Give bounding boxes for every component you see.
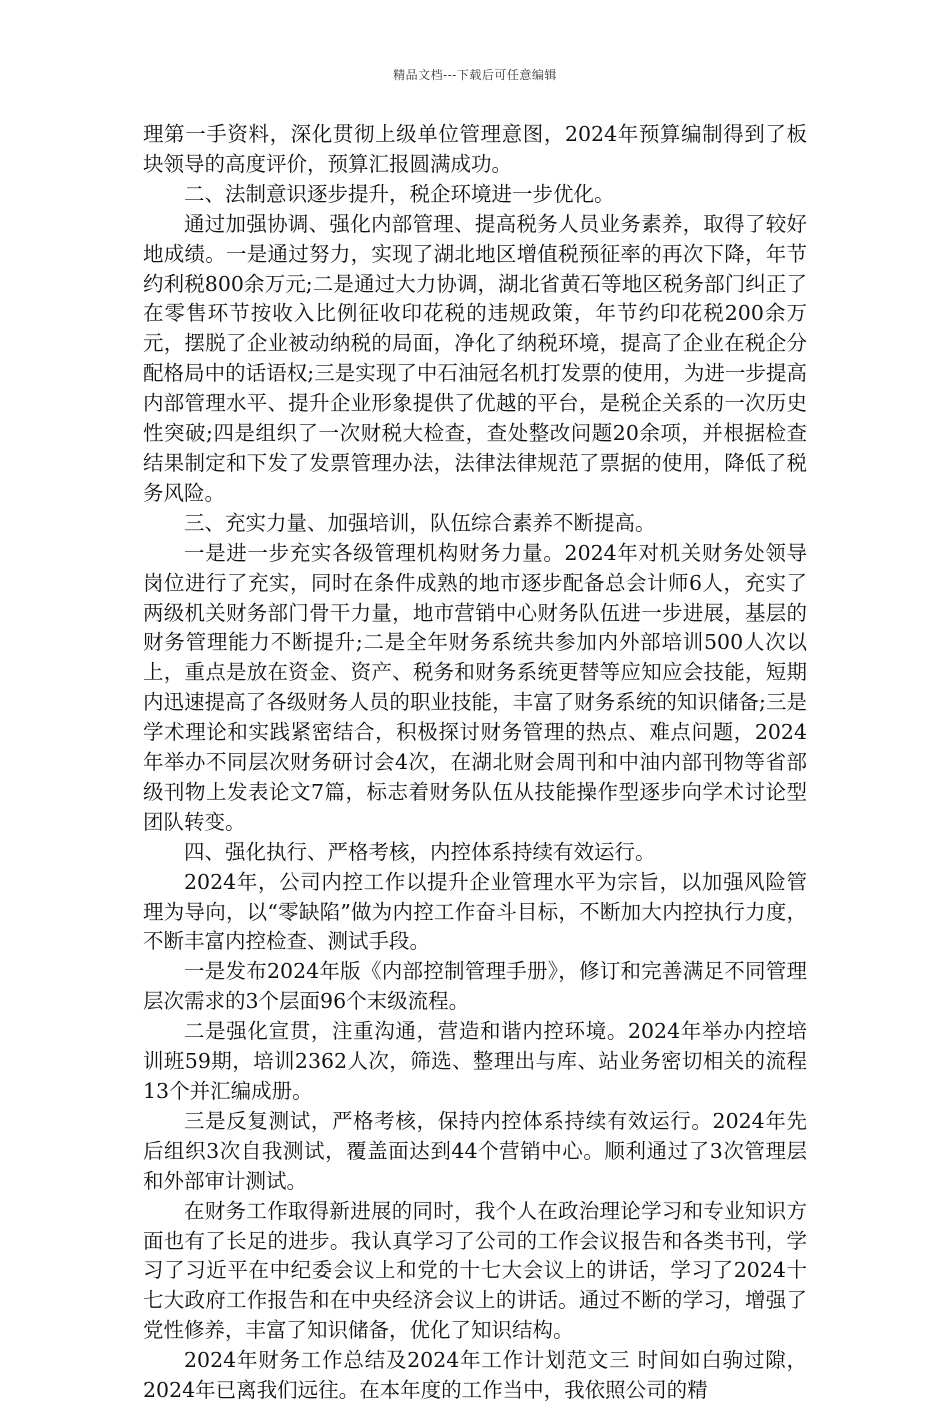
section-heading-4: 四、强化执行、严格考核，内控体系持续有效运行。 — [184, 839, 656, 864]
paragraph: 2024年，公司内控工作以提升企业管理水平为宗旨，以加强风险管理为导向，以“零缺陷”做为内控工作奋斗目标，不断加大内控执行力度，不断丰富内控检查、测试手段。 — [143, 869, 807, 954]
section-heading-2: 二、法制意识逐步提升，税企环境进一步优化。 — [184, 181, 615, 206]
paragraph: 在财务工作取得新进展的同时，我个人在政治理论学习和专业知识方面也有了长足的进步。我认真学习了公司的工作会议报告和各类书刊，学习了习近平在中纪委会议上和党的十七大会议上的讲话，学习了2024十七大政府工作报告和在中央经济会议上的讲话。通过不断的学习，增强了党性修养，丰富了知识储备，优化了知识结构。 — [143, 1198, 807, 1343]
paragraph: 2024年财务工作总结及2024年工作计划范文三 时间如白驹过隙，2024年已离我们远往。在本年度的工作当中，我依照公司的精 — [143, 1348, 807, 1403]
document-body — [143, 120, 807, 1406]
page-header: 精品文档---下载后可任意编辑 — [393, 68, 557, 82]
paragraph: 通过加强协调、强化内部管理、提高税务人员业务素养，取得了较好地成绩。一是通过努力，实现了湖北地区增值税预征率的再次下降，年节约利税800余万元;二是通过大力协调，湖北省黄石等地区税务部门纠正了在零售环节按收入比例征收印花税的违规政策，年节约印花税200余万元，摆脱了企业被动纳税的局面，净化了纳税环境，提高了企业在税企分配格局中的话语权;三是实现了中石油冠名机打发票的使用，为进一步提高内部管理水平、提升企业形象提供了优越的平台，是税企关系的一次历史性突破;四是组织了一次财税大检查，查处整改问题20余项，并根据检查结果制定和下发了发票管理办法，法律法律规范了票据的使用，降低了税务风险。 — [143, 211, 807, 505]
section-heading-3: 三、充实力量、加强培训，队伍综合素养不断提高。 — [184, 510, 656, 535]
paragraph: 二是强化宣贯，注重沟通，营造和谐内控环境。2024年举办内控培训班59期，培训2362人次，筛选、整理出与库、站业务密切相关的流程13个并汇编成册。 — [143, 1019, 807, 1103]
paragraph: 一是进一步充实各级管理机构财务力量。2024年对机关财务处领导岗位进行了充实，同时在条件成熟的地市逐步配备总会计师6人，充实了两级机关财务部门骨干力量，地市营销中心财务队伍进一步进展，基层的财务管理能力不断提升;二是全年财务系统共参加内外部培训500人次以上，重点是放在资金、资产、税务和财务系统更替等应知应会技能，短期内迅速提高了各级财务人员的职业技能，丰富了财务系统的知识储备;三是学术理论和实践紧密结合，积极探讨财务管理的热点、难点问题，2024年举办不同层次财务研讨会4次，在湖北财会周刊和中油内部刊物等省部级刊物上发表论文7篇，标志着财务队伍从技能操作型逐步向学术讨论型团队转变。 — [143, 540, 807, 834]
paragraph: 一是发布2024年版《内部控制管理手册》，修订和完善满足不同管理层次需求的3个层面96个末级流程。 — [143, 959, 807, 1014]
paragraph-continuation: 理第一手资料，深化贯彻上级单位管理意图，2024年预算编制得到了板块领导的高度评价，预算汇报圆满成功。 — [143, 122, 807, 176]
paragraph: 三是反复测试，严格考核，保持内控体系持续有效运行。2024年先后组织3次自我测试，覆盖面达到44个营销中心。顺利通过了3次管理层和外部审计测试。 — [143, 1108, 807, 1193]
